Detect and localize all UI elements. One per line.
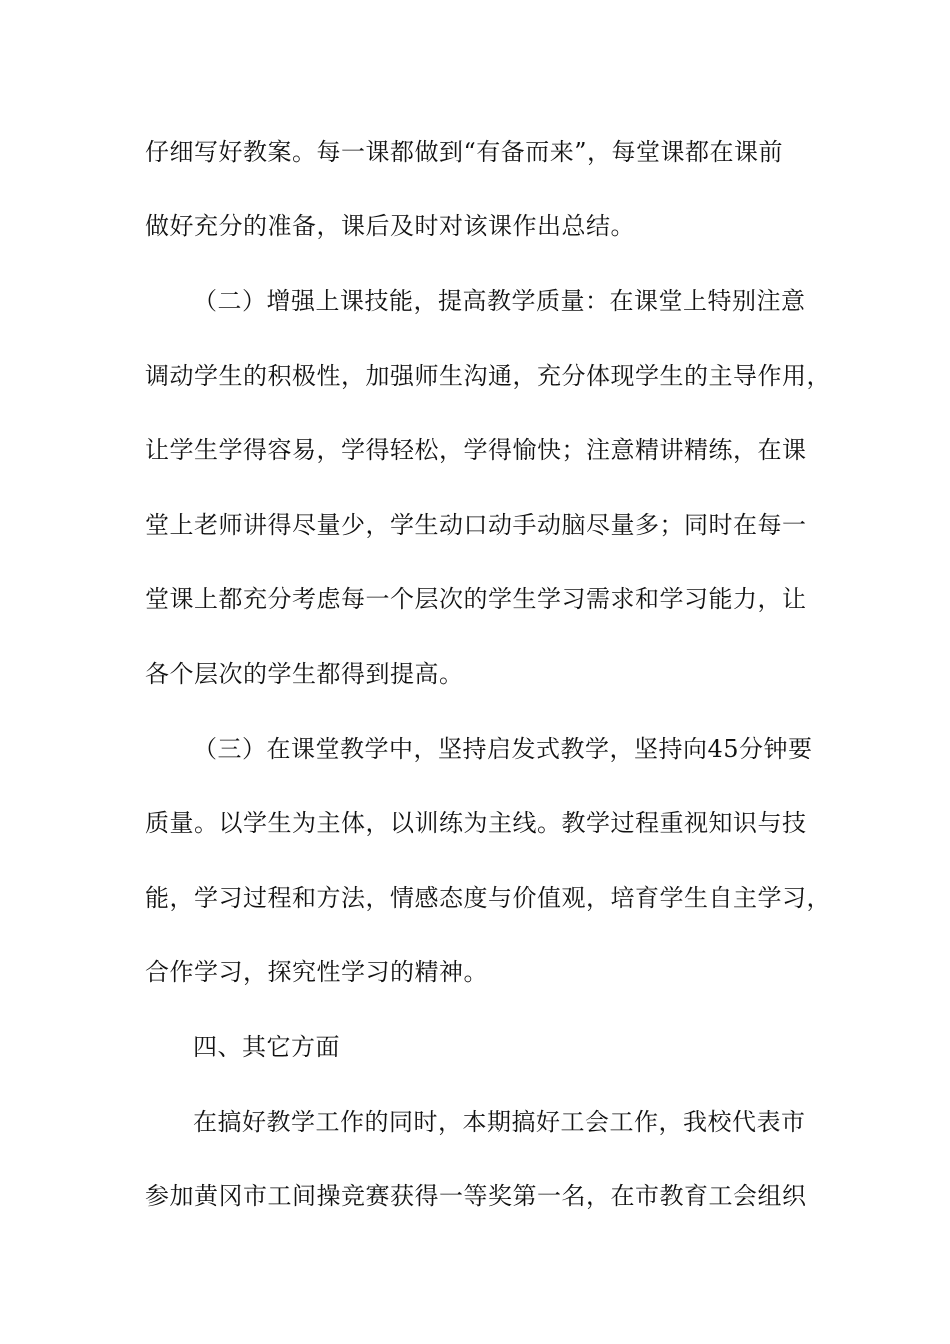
text-line-5: 让学生学得容易，学得轻松，学得愉快；注意精讲精练，在课 — [145, 436, 807, 464]
text-line-2: 做好充分的准备，课后及时对该课作出总结。 — [145, 212, 635, 240]
text-line-4: 调动学生的积极性，加强师生沟通，充分体现学生的主导作用， — [145, 362, 831, 390]
text-line-10: 质量。以学生为主体，以训练为主线。教学过程重视知识与技 — [145, 809, 807, 837]
text-line-14: 在搞好教学工作的同时，本期搞好工会工作，我校代表市 — [193, 1108, 806, 1136]
text-line-12: 合作学习，探究性学习的精神。 — [145, 958, 488, 986]
text-line-3: （二）增强上课技能，提高教学质量：在课堂上特别注意 — [193, 287, 806, 315]
text-line-8: 各个层次的学生都得到提高。 — [145, 660, 464, 688]
text-line-9: （三）在课堂教学中，坚持启发式教学，坚持向45分钟要 — [193, 735, 813, 763]
text-line-6: 堂上老师讲得尽量少，学生动口动手动脑尽量多；同时在每一 — [145, 511, 807, 539]
text-line-15: 参加黄冈市工间操竞赛获得一等奖第一名，在市教育工会组织 — [145, 1182, 807, 1210]
text-line-11: 能，学习过程和方法，情感态度与价值观，培育学生自主学习， — [145, 884, 831, 912]
text-line-7: 堂课上都充分考虑每一个层次的学生学习需求和学习能力，让 — [145, 585, 807, 613]
section-heading: 四、其它方面 — [193, 1033, 340, 1061]
text-line-1: 仔细写好教案。每一课都做到“有备而来”，每堂课都在课前 — [145, 138, 784, 166]
